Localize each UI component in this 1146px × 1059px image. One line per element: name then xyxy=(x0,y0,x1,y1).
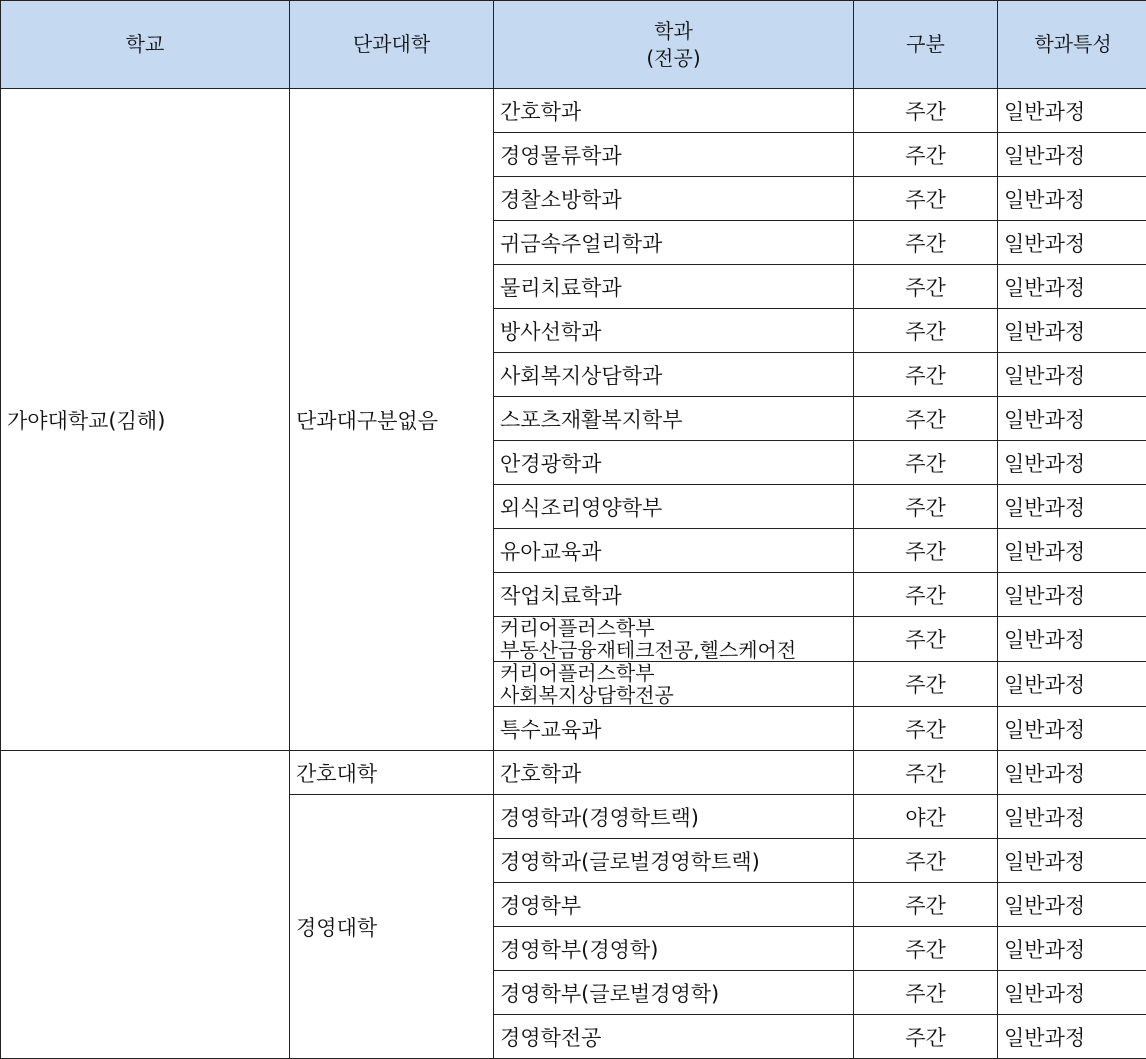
type-cell: 주간 xyxy=(854,441,998,485)
characteristic-cell: 일반과정 xyxy=(998,573,1146,617)
characteristic-cell: 일반과정 xyxy=(998,927,1146,971)
characteristic-cell: 일반과정 xyxy=(998,839,1146,883)
characteristic-cell: 일반과정 xyxy=(998,89,1146,133)
characteristic-cell: 일반과정 xyxy=(998,707,1146,751)
department-cell: 귀금속주얼리학과 xyxy=(494,221,854,265)
characteristic-cell: 일반과정 xyxy=(998,795,1146,839)
department-cell: 방사선학과 xyxy=(494,309,854,353)
characteristic-cell: 일반과정 xyxy=(998,751,1146,795)
department-cell: 외식조리영양학부 xyxy=(494,485,854,529)
type-cell: 주간 xyxy=(854,133,998,177)
type-cell: 주간 xyxy=(854,927,998,971)
type-cell: 주간 xyxy=(854,573,998,617)
department-cell: 간호학과 xyxy=(494,89,854,133)
characteristic-cell: 일반과정 xyxy=(998,133,1146,177)
characteristic-cell: 일반과정 xyxy=(998,353,1146,397)
characteristic-cell: 일반과정 xyxy=(998,617,1146,662)
type-cell: 주간 xyxy=(854,971,998,1015)
type-cell: 주간 xyxy=(854,265,998,309)
department-line2: 부동산금융재테크전공,헬스케어전 xyxy=(500,639,853,661)
department-line2: 사회복지상담학전공 xyxy=(500,684,853,706)
header-department xyxy=(494,1,854,89)
type-cell: 주간 xyxy=(854,662,998,707)
department-cell: 물리치료학과 xyxy=(494,265,854,309)
type-cell: 주간 xyxy=(854,485,998,529)
department-cell: 스포츠재활복지학부 xyxy=(494,397,854,441)
department-cell: 경영학부 xyxy=(494,883,854,927)
header-college: 단과대학 xyxy=(290,1,494,89)
department-line1: 커리어플러스학부 xyxy=(500,617,853,639)
department-cell: 사회복지상담학과 xyxy=(494,353,854,397)
characteristic-cell: 일반과정 xyxy=(998,309,1146,353)
department-cell: 간호학과 xyxy=(494,751,854,795)
type-cell: 주간 xyxy=(854,397,998,441)
characteristic-cell: 일반과정 xyxy=(998,662,1146,707)
type-cell: 주간 xyxy=(854,221,998,265)
department-line1: 커리어플러스학부 xyxy=(500,662,853,684)
characteristic-cell: 일반과정 xyxy=(998,221,1146,265)
type-cell: 주간 xyxy=(854,89,998,133)
characteristic-cell: 일반과정 xyxy=(998,529,1146,573)
school-cell-empty xyxy=(1,751,290,1059)
table-row xyxy=(1,751,1146,795)
header-department-line2: (전공) xyxy=(494,45,853,72)
department-cell xyxy=(494,662,854,707)
type-cell: 주간 xyxy=(854,839,998,883)
characteristic-cell: 일반과정 xyxy=(998,1015,1146,1059)
header-type: 구분 xyxy=(854,1,998,89)
department-cell: 경영학부(경영학) xyxy=(494,927,854,971)
department-cell: 안경광학과 xyxy=(494,441,854,485)
department-cell: 작업치료학과 xyxy=(494,573,854,617)
department-cell: 경영학전공 xyxy=(494,1015,854,1059)
department-cell: 경영물류학과 xyxy=(494,133,854,177)
characteristic-cell: 일반과정 xyxy=(998,883,1146,927)
department-cell: 경영학과(경영학트랙) xyxy=(494,795,854,839)
department-cell: 경영학과(글로벌경영학트랙) xyxy=(494,839,854,883)
type-cell: 주간 xyxy=(854,177,998,221)
header-school: 학교 xyxy=(1,1,290,89)
department-cell: 경영학부(글로벌경영학) xyxy=(494,971,854,1015)
header-row xyxy=(1,1,1146,89)
type-cell: 주간 xyxy=(854,353,998,397)
type-cell: 주간 xyxy=(854,1015,998,1059)
type-cell: 야간 xyxy=(854,795,998,839)
department-cell: 경찰소방학과 xyxy=(494,177,854,221)
department-cell: 유아교육과 xyxy=(494,529,854,573)
department-cell: 특수교육과 xyxy=(494,707,854,751)
college-cell: 단과대구분없음 xyxy=(290,89,494,751)
characteristic-cell: 일반과정 xyxy=(998,397,1146,441)
type-cell: 주간 xyxy=(854,751,998,795)
school-cell: 가야대학교(김해) xyxy=(1,89,290,751)
type-cell: 주간 xyxy=(854,883,998,927)
type-cell: 주간 xyxy=(854,309,998,353)
college-cell: 경영대학 xyxy=(290,795,494,1059)
characteristic-cell: 일반과정 xyxy=(998,177,1146,221)
table-row xyxy=(1,89,1146,133)
type-cell: 주간 xyxy=(854,529,998,573)
college-cell: 간호대학 xyxy=(290,751,494,795)
header-characteristic: 학과특성 xyxy=(998,1,1146,89)
characteristic-cell: 일반과정 xyxy=(998,485,1146,529)
characteristic-cell: 일반과정 xyxy=(998,441,1146,485)
header-department-line1: 학과 xyxy=(494,18,853,45)
characteristic-cell: 일반과정 xyxy=(998,265,1146,309)
characteristic-cell: 일반과정 xyxy=(998,971,1146,1015)
department-cell xyxy=(494,617,854,662)
type-cell: 주간 xyxy=(854,707,998,751)
type-cell: 주간 xyxy=(854,617,998,662)
